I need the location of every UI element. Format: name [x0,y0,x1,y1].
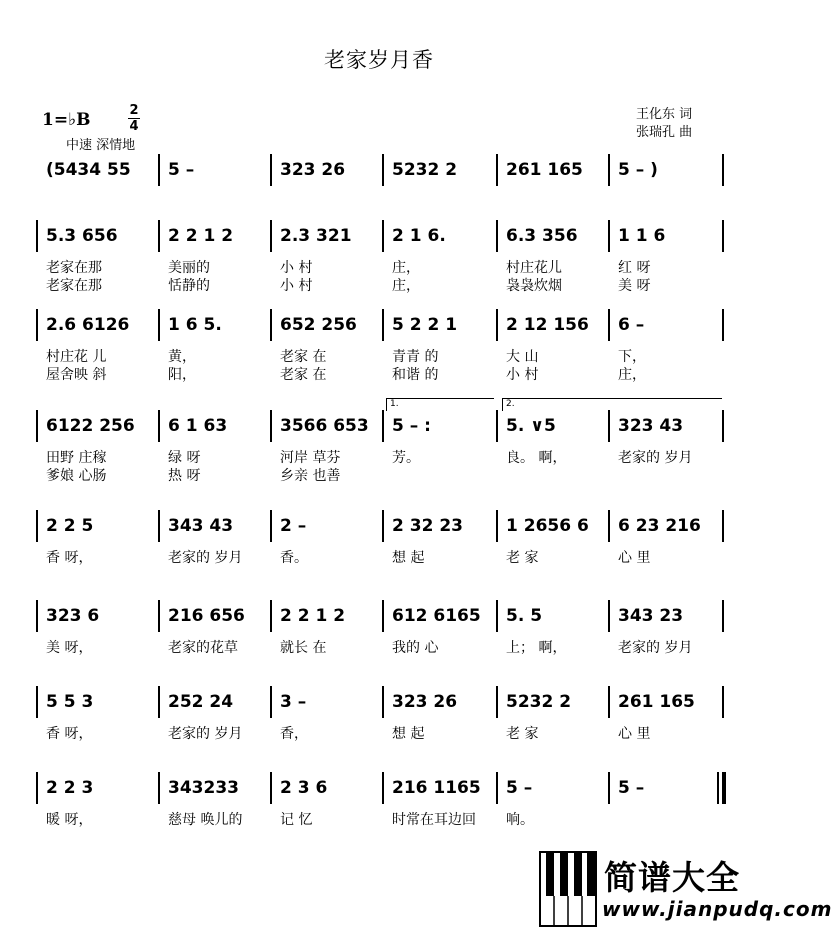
barline [722,600,724,632]
lyric-line-1: 田野 庄稼 [46,450,107,466]
lyric-line-1: 我的 心 [392,640,439,656]
barline [608,220,610,252]
lyric-line-1: 良。 啊， [506,450,567,466]
lyric-line-1: 青青 的 [392,349,439,365]
lyric-line-1: 响。 [506,812,534,828]
barline [382,772,384,804]
measure-notes: 1 6 5. [168,315,222,335]
measure-notes: 323 6 [46,606,100,626]
barline [608,154,610,186]
measure-notes: 652 256 [280,315,357,335]
lyric-line-1: 老家在那 [46,260,102,276]
lyric-line-1: 老家的 岁月 [618,450,693,466]
lyric-line-1: 心 里 [618,550,651,566]
lyric-line-1: 香， [280,726,308,742]
measure-notes: 323 26 [280,160,346,180]
lyric-line-1: 河岸 草芬 [280,450,341,466]
barline [158,220,160,252]
barline [36,600,38,632]
barline [496,686,498,718]
barline [722,410,724,442]
measure-notes: 252 24 [168,692,234,712]
measure-notes: 2 32 23 [392,516,463,536]
barline [722,686,724,718]
tempo-marking: 中速 深情地 [66,138,136,153]
lyric-line-1: 老家 在 [280,349,327,365]
barline [270,686,272,718]
lyric-line-1: 芳。 [392,450,420,466]
time-signature-bottom: 4 [129,119,139,134]
barline [722,309,724,341]
lyric-line-1: 就长 在 [280,640,327,656]
barline [496,410,498,442]
lyric-line-1: 想 起 [392,550,425,566]
measure-notes: 3 – [280,692,307,712]
barline [608,410,610,442]
barline [36,510,38,542]
measure-notes: 1 1 6 [618,226,666,246]
barline [382,600,384,632]
barline [270,220,272,252]
lyric-line-2: 阳， [168,367,196,383]
measure-notes: 216 656 [168,606,245,626]
volta-bracket: 1. [386,398,494,411]
barline [608,772,610,804]
lyric-line-2: 爹娘 心肠 [46,468,107,484]
barline [722,154,724,186]
lyric-line-1: 心 里 [618,726,651,742]
measure-notes: 6122 256 [46,416,135,436]
measure-notes: 343 43 [168,516,234,536]
barline [36,309,38,341]
barline [382,154,384,186]
lyric-line-2: 庄， [618,367,646,383]
barline [382,410,384,442]
measure-notes: 261 165 [618,692,695,712]
barline [158,410,160,442]
measure-notes: 2 – [280,516,307,536]
measure-notes: 5 – [168,160,195,180]
measure-notes: 3566 653 [280,416,369,436]
lyric-line-2: 老家在那 [46,278,102,294]
lyric-line-1: 大 山 [506,349,539,365]
lyric-line-2: 热 呀 [168,468,201,484]
barline [270,154,272,186]
barline [36,772,38,804]
measure-notes: 5 5 3 [46,692,94,712]
lyric-line-1: 小 村 [280,260,313,276]
lyric-line-2: 屋舍映 斜 [46,367,107,383]
measure-notes: 6 23 216 [618,516,701,536]
barline [608,600,610,632]
measure-notes: (5434 55 [46,160,131,180]
barline [158,154,160,186]
barline [496,772,498,804]
lyric-line-1: 记 忆 [280,812,313,828]
measure-notes: 2 2 1 2 [168,226,234,246]
measure-notes: 2 2 5 [46,516,94,536]
lyric-line-1: 老家的 岁月 [618,640,693,656]
measure-notes: 5.3 656 [46,226,118,246]
lyric-line-1: 老 家 [506,550,539,566]
lyric-line-1: 村庄花 儿 [46,349,107,365]
barline [722,510,724,542]
lyric-line-2: 小 村 [506,367,539,383]
lyric-line-1: 下， [618,349,646,365]
measure-notes: 343 23 [618,606,684,626]
barline [158,772,160,804]
lyric-line-2: 老家 在 [280,367,327,383]
lyric-line-1: 香 呀， [46,550,93,566]
measure-notes: 5. ∨5 [506,416,556,436]
measure-notes: 323 26 [392,692,458,712]
time-signature [128,104,140,133]
lyric-line-1: 老家的 岁月 [168,726,243,742]
measure-notes: 2 1 6. [392,226,446,246]
measure-notes: 2 2 1 2 [280,606,346,626]
barline [608,510,610,542]
barline [270,410,272,442]
logo-name: 简谱大全 [604,858,740,897]
barline [158,309,160,341]
barline [382,510,384,542]
lyric-line-1: 老家的花草 [168,640,238,656]
measure-notes: 2.6 6126 [46,315,130,335]
barline [496,220,498,252]
key-signature: 1=♭B [42,110,91,130]
lyric-line-1: 老 家 [506,726,539,742]
barline [270,510,272,542]
lyric-line-2: 乡亲 也善 [280,468,341,484]
measure-notes: 5 – : [392,416,431,436]
measure-notes: 323 43 [618,416,684,436]
measure-notes: 216 1165 [392,778,481,798]
barline [496,600,498,632]
measure-notes: 1 2656 6 [506,516,589,536]
lyricist-credit: 王化东 词 [636,107,693,122]
measure-notes: 6 – [618,315,645,335]
measure-notes: 5232 2 [506,692,572,712]
measure-notes: 2.3 321 [280,226,352,246]
measure-notes: 2 12 156 [506,315,589,335]
barline [608,686,610,718]
measure-notes: 5. 5 [506,606,543,626]
measure-notes: 5 – ) [618,160,658,180]
measure-notes: 2 2 3 [46,778,94,798]
barline [36,686,38,718]
measure-notes: 612 6165 [392,606,481,626]
measure-notes: 343233 [168,778,239,798]
lyric-line-2: 小 村 [280,278,313,294]
song-title: 老家岁月香 [324,48,434,72]
measure-notes: 261 165 [506,160,583,180]
measure-notes: 6 1 63 [168,416,228,436]
lyric-line-1: 慈母 唤儿的 [168,812,243,828]
barline [382,686,384,718]
lyric-line-1: 美 呀， [46,640,93,656]
barline [496,309,498,341]
lyric-line-1: 暖 呀， [46,812,93,828]
measure-notes: 6.3 356 [506,226,578,246]
barline [158,510,160,542]
lyric-line-2: 恬静的 [168,278,210,294]
lyric-line-2: 庄， [392,278,420,294]
measure-notes: 5 2 2 1 [392,315,458,335]
barline [722,220,724,252]
barline [496,510,498,542]
lyric-line-2: 袅袅炊烟 [506,278,562,294]
barline [382,309,384,341]
logo-url: www.jianpudq.com [602,897,832,921]
lyric-line-1: 香。 [280,550,308,566]
composer-credit: 张瑞孔 曲 [636,125,693,140]
lyric-line-1: 上； 啊， [506,640,567,656]
lyric-line-1: 黄， [168,349,196,365]
barline [158,686,160,718]
barline [158,600,160,632]
measure-notes: 5232 2 [392,160,458,180]
measure-notes: 5 – [618,778,645,798]
lyric-line-1: 红 呀 [618,260,651,276]
barline [608,309,610,341]
measure-notes: 2 3 6 [280,778,328,798]
lyric-line-1: 美丽的 [168,260,210,276]
barline [270,309,272,341]
barline [270,772,272,804]
barline [36,410,38,442]
lyric-line-2: 和谐 的 [392,367,439,383]
lyric-line-1: 香 呀， [46,726,93,742]
barline [382,220,384,252]
lyric-line-2: 美 呀 [618,278,651,294]
lyric-line-1: 庄， [392,260,420,276]
lyric-line-1: 时常在耳边回 [392,812,476,828]
time-signature-top: 2 [129,103,139,118]
lyric-line-1: 想 起 [392,726,425,742]
final-barline [717,772,719,804]
barline [496,154,498,186]
lyric-line-1: 绿 呀 [168,450,201,466]
barline [36,220,38,252]
barline [722,772,726,804]
lyric-line-1: 老家的 岁月 [168,550,243,566]
measure-notes: 5 – [506,778,533,798]
volta-bracket: 2. [502,398,722,411]
barline [270,600,272,632]
lyric-line-1: 村庄花儿 [506,260,562,276]
credits [636,106,692,142]
